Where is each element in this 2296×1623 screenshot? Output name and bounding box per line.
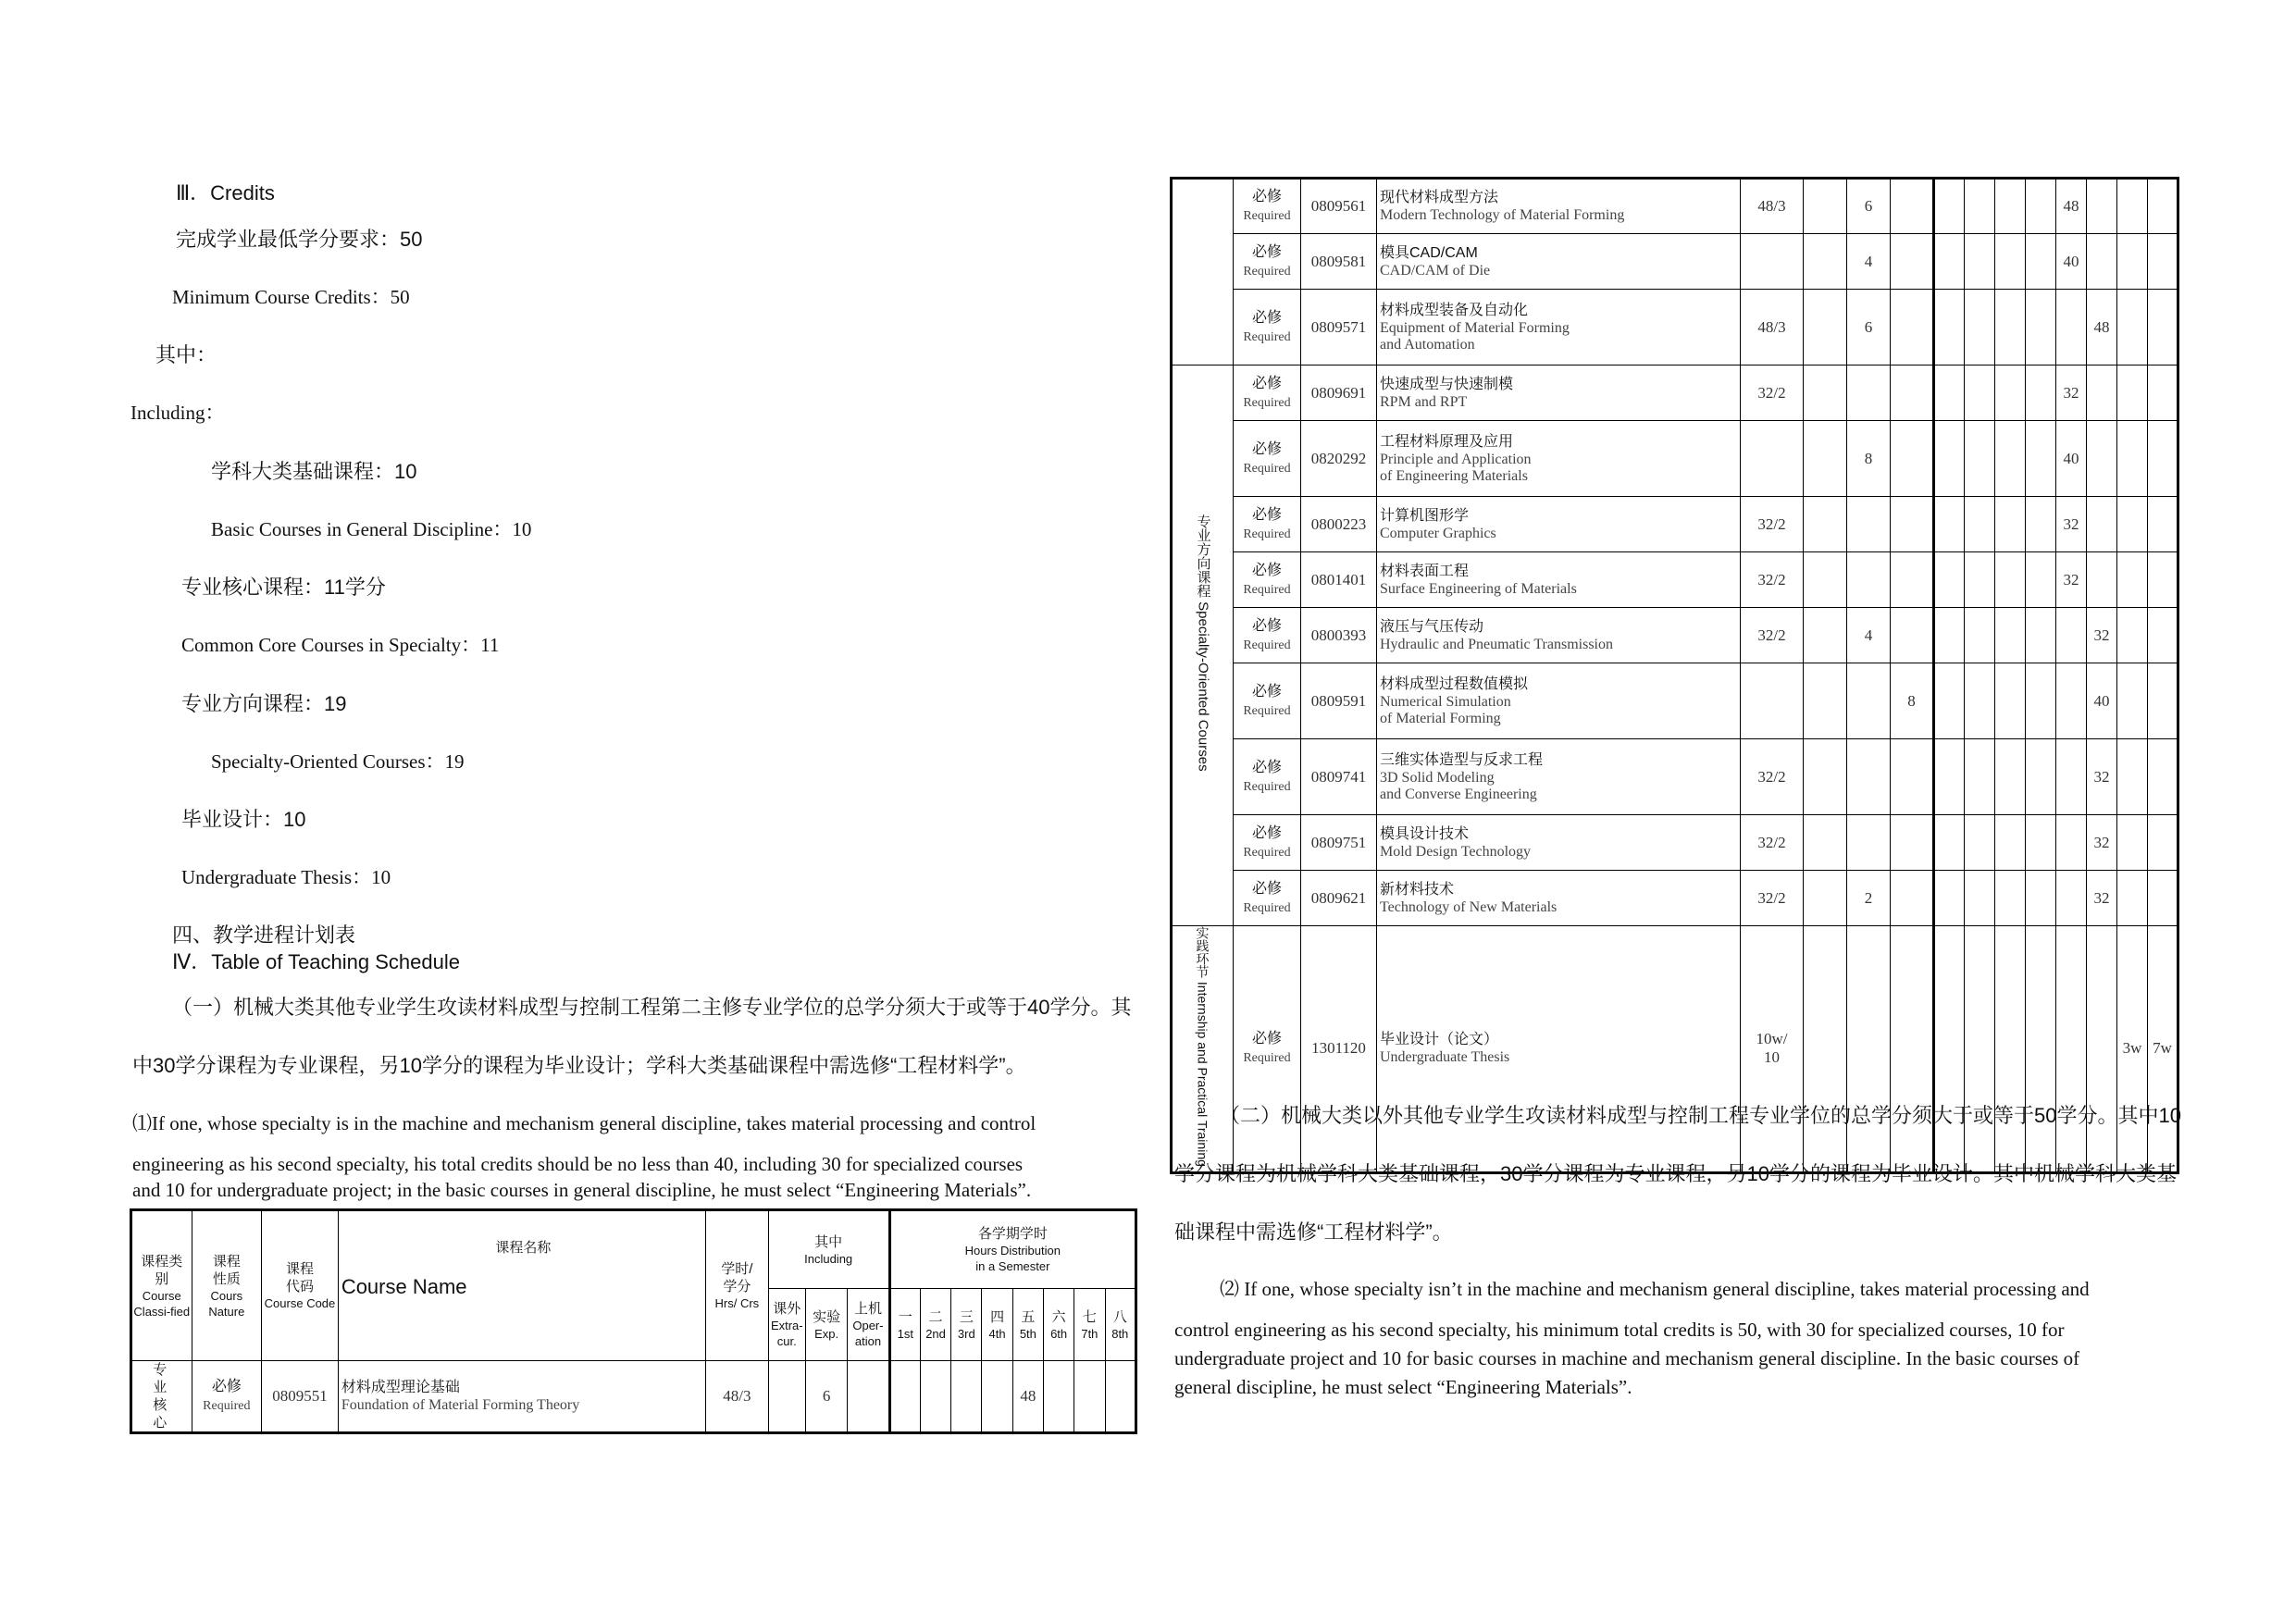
min-credits-en: Minimum Course Credits：50 — [172, 286, 410, 308]
course-code: 0809621 — [1301, 871, 1377, 926]
para1-zh-line1: （一）机械大类其他专业学生攻读材料成型与控制工程第二主修专业学位的总学分须大于或等于40学分。其 — [172, 996, 1132, 1019]
sem-hours: 40 — [2087, 663, 2117, 739]
course-exp — [1847, 815, 1891, 871]
course-extra — [1804, 608, 1847, 663]
para2-en-line2: control engineering as his second specialty, his minimum total credits is 50, with 30 for specialized courses, 10 for — [1174, 1319, 2065, 1341]
course-exp — [1847, 497, 1891, 552]
table-row — [1172, 497, 2178, 552]
sem-hours — [1965, 608, 1995, 663]
course-oper — [1891, 608, 1934, 663]
course-exp — [1847, 663, 1891, 739]
sem-hours — [1965, 739, 1995, 815]
course-nature: 必修 Required — [1234, 608, 1301, 663]
course-code: 0809551 — [262, 1361, 339, 1433]
sem-hours — [2056, 739, 2087, 815]
course-extra — [1804, 234, 1847, 290]
sem-hours — [1934, 815, 1965, 871]
sem-hours — [2148, 608, 2178, 663]
course-nature: 必修 Required — [1234, 739, 1301, 815]
sem-hours — [1965, 926, 1995, 1173]
sem-hours — [2148, 290, 2178, 365]
sem-hours — [2056, 663, 2087, 739]
course-oper: 8 — [1891, 663, 1934, 739]
sem-hours — [2026, 421, 2056, 497]
sem-hours — [2117, 234, 2148, 290]
including-zh: 其中： — [155, 343, 217, 366]
course-code: 0809741 — [1301, 739, 1377, 815]
sem-hours — [1934, 234, 1965, 290]
sem-hours — [2148, 552, 2178, 608]
para1-en-line2: engineering as his second specialty, his total credits should be no less than 40, including 30 for specialized courses — [132, 1153, 1024, 1175]
course-oper — [1891, 365, 1934, 421]
para2-zh-line1: （二）机械大类以外其他专业学生攻读材料成型与控制工程专业学位的总学分须大于或等于50学分。其中10 — [1220, 1104, 2181, 1127]
course-extra — [1804, 815, 1847, 871]
course-exp: 2 — [1847, 871, 1891, 926]
table-row — [1172, 552, 2178, 608]
category-practice-cell: 实践环节 Internship and Practical Training — [1172, 926, 1234, 1173]
sem-hours — [1995, 926, 2026, 1173]
sem-hours — [1965, 179, 1995, 234]
course-name: 模具设计技术 Mold Design Technology — [1377, 815, 1741, 871]
course-hours: 10w/ 10 — [1741, 926, 1804, 1173]
course-exp — [1847, 552, 1891, 608]
course-hours: 32/2 — [1741, 552, 1804, 608]
sem-hours — [2026, 234, 2056, 290]
sem-hours — [2117, 179, 2148, 234]
header-sem-5: 五 5th — [1012, 1289, 1043, 1361]
sem-hours: 48 — [2056, 179, 2087, 234]
header-category: 课程类别 Course Classi-fied — [131, 1210, 192, 1361]
sem-hours — [2056, 815, 2087, 871]
course-nature: 必修 Required — [1234, 871, 1301, 926]
course-code: 0809691 — [1301, 365, 1377, 421]
sem-hours — [1995, 552, 2026, 608]
category-oriented-cell: 专业方向课程 Specialty-Oriented Courses — [1172, 365, 1234, 926]
min-credits-zh: 完成学业最低学分要求：50 — [176, 228, 423, 251]
sem-hours — [1995, 421, 2026, 497]
table-row — [1172, 926, 2178, 1173]
sem-hours — [2117, 815, 2148, 871]
core-courses-en: Common Core Courses in Specialty：11 — [181, 634, 500, 656]
table-row — [1172, 290, 2178, 365]
course-name: 液压与气压传动 Hydraulic and Pneumatic Transmission — [1377, 608, 1741, 663]
course-nature: 必修 Required — [1234, 365, 1301, 421]
course-exp: 6 — [1847, 290, 1891, 365]
para2-zh-line2: 学分课程为机械学科大类基础课程，30学分课程为专业课程，另10学分的课程为毕业设计。其中机械学科大类基 — [1174, 1162, 2177, 1185]
sem-hours — [2148, 815, 2178, 871]
category-core-cont-cell — [1172, 179, 1234, 365]
header-sem-6: 六 6th — [1043, 1289, 1074, 1361]
course-nature: 必修 Required — [1234, 179, 1301, 234]
sem-hours — [2056, 290, 2087, 365]
header-sem-3: 三 3rd — [951, 1289, 982, 1361]
sem-hours: 40 — [2056, 234, 2087, 290]
course-oper — [1891, 739, 1934, 815]
course-nature: 必修 Required — [1234, 234, 1301, 290]
sem-hours — [2056, 871, 2087, 926]
course-exp — [1847, 926, 1891, 1173]
sem-hours — [1965, 421, 1995, 497]
course-oper — [1891, 421, 1934, 497]
course-extra — [1804, 926, 1847, 1173]
sem-hours: 32 — [2056, 365, 2087, 421]
basic-courses-zh: 学科大类基础课程：10 — [211, 460, 417, 483]
course-exp — [1847, 739, 1891, 815]
sem-hours — [1934, 663, 1965, 739]
sem-hours — [1934, 365, 1965, 421]
course-oper — [1891, 871, 1934, 926]
sem-hours — [1995, 290, 2026, 365]
core-courses-zh: 专业核心课程：11学分 — [181, 576, 386, 599]
sem-hours — [2087, 179, 2117, 234]
sem-hours — [2056, 608, 2087, 663]
course-code: 0800393 — [1301, 608, 1377, 663]
header-hours-credits: 学时/学分 Hrs/ Crs — [706, 1210, 769, 1361]
course-oper — [1891, 290, 1934, 365]
header-course-name: 课程名称 Course Name — [338, 1210, 705, 1361]
course-name: 毕业设计（论文） Undergraduate Thesis — [1377, 926, 1741, 1173]
sem-hours: 48 — [2087, 290, 2117, 365]
table-row — [1172, 608, 2178, 663]
including-en: Including： — [130, 402, 225, 424]
course-hours: 48/3 — [1741, 179, 1804, 234]
header-nature: 课程性质 Cours Nature — [192, 1210, 262, 1361]
sem-hours — [2087, 365, 2117, 421]
sem-hours — [1965, 871, 1995, 926]
sem-hours: 32 — [2087, 739, 2117, 815]
course-code: 0800223 — [1301, 497, 1377, 552]
sem-hours — [1995, 815, 2026, 871]
sem-hours — [1965, 497, 1995, 552]
sem-hours — [1995, 497, 2026, 552]
course-oper — [1891, 552, 1934, 608]
header-sem-7: 七 7th — [1074, 1289, 1105, 1361]
course-hours: 32/2 — [1741, 608, 1804, 663]
sem-hours — [1995, 179, 2026, 234]
course-extra — [1804, 365, 1847, 421]
sem-hours — [1934, 871, 1965, 926]
course-oper — [1891, 926, 1934, 1173]
course-nature: 必修 Required — [1234, 290, 1301, 365]
sem-hours — [2026, 497, 2056, 552]
course-extra — [1804, 290, 1847, 365]
table-row — [1172, 663, 2178, 739]
sem-hours — [1995, 871, 2026, 926]
sem-hours: 48 — [1012, 1361, 1043, 1433]
header-oper: 上机 Oper-ation — [848, 1289, 889, 1361]
sem-hours — [1074, 1361, 1105, 1433]
course-extra — [1804, 663, 1847, 739]
course-oper — [1891, 179, 1934, 234]
sem-hours — [2117, 290, 2148, 365]
sem-hours: 32 — [2087, 815, 2117, 871]
sem-hours — [2117, 365, 2148, 421]
course-extra — [1804, 421, 1847, 497]
sem-hours — [2087, 926, 2117, 1173]
sem-hours — [1995, 608, 2026, 663]
sem-hours — [1965, 663, 1995, 739]
para1-en-line3: and 10 for undergraduate project; in the basic courses in general discipline, he must select “Engineering Materials”. — [132, 1179, 1032, 1201]
course-code: 0809571 — [1301, 290, 1377, 365]
course-nature: 必修 Required — [1234, 926, 1301, 1173]
sem-hours — [2026, 926, 2056, 1173]
sem-hours — [1105, 1361, 1136, 1433]
course-extra — [1804, 552, 1847, 608]
course-name: 计算机图形学 Computer Graphics — [1377, 497, 1741, 552]
course-exp: 6 — [805, 1361, 847, 1433]
sem-hours — [2148, 663, 2178, 739]
course-code: 0820292 — [1301, 421, 1377, 497]
course-oper — [1891, 497, 1934, 552]
course-hours: 32/2 — [1741, 497, 1804, 552]
sem-hours: 32 — [2056, 497, 2087, 552]
course-exp — [1847, 365, 1891, 421]
sem-hours — [1934, 608, 1965, 663]
table-row — [1172, 365, 2178, 421]
header-extra: 课外 Extra-cur. — [768, 1289, 805, 1361]
oriented-courses-zh: 专业方向课程：19 — [181, 692, 347, 715]
sem-hours — [2026, 739, 2056, 815]
sem-hours — [1934, 497, 1965, 552]
course-hours — [1741, 421, 1804, 497]
course-code: 1301120 — [1301, 926, 1377, 1173]
sem-hours — [2026, 179, 2056, 234]
table-row — [1172, 739, 2178, 815]
sem-hours: 3w — [2117, 926, 2148, 1173]
thesis-en: Undergraduate Thesis：10 — [181, 866, 391, 888]
course-name: 材料成型装备及自动化 Equipment of Material Forming and Automation — [1377, 290, 1741, 365]
credits-heading: Ⅲ．Credits — [176, 181, 275, 204]
sem-hours — [2026, 871, 2056, 926]
sem-hours — [1043, 1361, 1074, 1433]
course-name: 现代材料成型方法 Modern Technology of Material Forming — [1377, 179, 1741, 234]
basic-courses-en: Basic Courses in General Discipline：10 — [211, 518, 532, 540]
para2-en-line3: undergraduate project and 10 for basic courses in machine and mechanism general discipline. In the basic courses of — [1174, 1347, 2080, 1369]
course-hours: 48/3 — [1741, 290, 1804, 365]
header-sem-4: 四 4th — [982, 1289, 1012, 1361]
sem-hours: 32 — [2056, 552, 2087, 608]
course-name: 模具CAD/CAM CAD/CAM of Die — [1377, 234, 1741, 290]
course-exp: 8 — [1847, 421, 1891, 497]
sem-hours — [2087, 552, 2117, 608]
course-hours: 32/2 — [1741, 365, 1804, 421]
sem-hours — [920, 1361, 950, 1433]
course-nature: 必修 Required — [1234, 552, 1301, 608]
sem-hours — [889, 1361, 920, 1433]
course-oper — [1891, 234, 1934, 290]
sem-hours — [1934, 926, 1965, 1173]
course-extra — [1804, 497, 1847, 552]
sem-hours — [1934, 290, 1965, 365]
sem-hours: 7w — [2148, 926, 2178, 1173]
course-oper — [1891, 815, 1934, 871]
sem-hours — [2117, 871, 2148, 926]
course-nature: 必修 Required — [192, 1361, 262, 1433]
course-name: 材料成型理论基础 Foundation of Material Forming Theory — [338, 1361, 705, 1433]
sem-hours: 32 — [2087, 608, 2117, 663]
sem-hours — [1934, 739, 1965, 815]
sem-hours — [2117, 608, 2148, 663]
course-nature: 必修 Required — [1234, 663, 1301, 739]
course-extra — [768, 1361, 805, 1433]
course-name: 新材料技术 Technology of New Materials — [1377, 871, 1741, 926]
table-row — [1172, 815, 2178, 871]
header-sem-8: 八 8th — [1105, 1289, 1136, 1361]
table-row — [1172, 871, 2178, 926]
course-hours: 32/2 — [1741, 871, 1804, 926]
header-hours-distribution: 各学期学时 Hours Distribution in a Semester — [889, 1210, 1136, 1289]
course-extra — [1804, 179, 1847, 234]
sem-hours — [1934, 421, 1965, 497]
sem-hours — [1995, 234, 2026, 290]
course-exp: 6 — [1847, 179, 1891, 234]
header-sem-2: 二 2nd — [920, 1289, 950, 1361]
oriented-courses-en: Specialty-Oriented Courses：19 — [211, 750, 465, 773]
sem-hours — [1965, 552, 1995, 608]
course-name: 快速成型与快速制模 RPM and RPT — [1377, 365, 1741, 421]
course-name: 材料表面工程 Surface Engineering of Materials — [1377, 552, 1741, 608]
schedule-heading-en: Ⅳ．Table of Teaching Schedule — [172, 950, 460, 973]
course-nature: 必修 Required — [1234, 815, 1301, 871]
sem-hours — [2117, 421, 2148, 497]
sem-hours: 40 — [2056, 421, 2087, 497]
course-extra — [1804, 871, 1847, 926]
sem-hours — [1965, 365, 1995, 421]
course-code: 0809581 — [1301, 234, 1377, 290]
header-exp: 实验 Exp. — [805, 1289, 847, 1361]
sem-hours — [2026, 663, 2056, 739]
sem-hours — [2026, 608, 2056, 663]
course-nature: 必修 Required — [1234, 421, 1301, 497]
course-code: 0801401 — [1301, 552, 1377, 608]
sem-hours — [2148, 739, 2178, 815]
sem-hours — [1995, 739, 2026, 815]
course-code: 0809751 — [1301, 815, 1377, 871]
sem-hours — [2148, 365, 2178, 421]
course-exp: 4 — [1847, 234, 1891, 290]
sem-hours — [1965, 815, 1995, 871]
sem-hours — [2117, 739, 2148, 815]
table-row — [1172, 421, 2178, 497]
sem-hours — [2087, 421, 2117, 497]
sem-hours — [2148, 497, 2178, 552]
schedule-heading-zh: 四、教学进程计划表 — [172, 923, 356, 947]
header-sem-1: 一 1st — [889, 1289, 920, 1361]
para1-zh-line2: 中30学分课程为专业课程，另10学分的课程为毕业设计；学科大类基础课程中需选修“工程材料学”。 — [132, 1054, 1026, 1077]
category-core-cell: 专业核心 — [131, 1361, 192, 1433]
left-schedule-table — [130, 1208, 1137, 1434]
sem-hours — [2026, 290, 2056, 365]
para2-en-line4: general discipline, he must select “Engineering Materials”. — [1174, 1376, 1632, 1398]
sem-hours — [1934, 552, 1965, 608]
header-including: 其中 Including — [768, 1210, 889, 1289]
course-oper — [848, 1361, 889, 1433]
course-exp: 4 — [1847, 608, 1891, 663]
sem-hours — [2026, 815, 2056, 871]
sem-hours — [1965, 290, 1995, 365]
course-hours: 48/3 — [706, 1361, 769, 1433]
course-code: 0809591 — [1301, 663, 1377, 739]
sem-hours — [2087, 497, 2117, 552]
thesis-zh: 毕业设计：10 — [181, 808, 306, 831]
table-row — [1172, 234, 2178, 290]
para2-zh-line3: 础课程中需选修“工程材料学”。 — [1174, 1220, 1453, 1244]
sem-hours — [2026, 365, 2056, 421]
sem-hours — [2148, 234, 2178, 290]
course-name: 三维实体造型与反求工程 3D Solid Modeling and Converse Engineering — [1377, 739, 1741, 815]
right-schedule-table — [1170, 177, 2179, 1174]
course-nature: 必修 Required — [1234, 497, 1301, 552]
sem-hours — [1934, 179, 1965, 234]
sem-hours — [2117, 552, 2148, 608]
sem-hours — [1995, 365, 2026, 421]
sem-hours — [2148, 421, 2178, 497]
course-hours — [1741, 234, 1804, 290]
course-hours: 32/2 — [1741, 815, 1804, 871]
sem-hours — [2148, 179, 2178, 234]
sem-hours — [1965, 234, 1995, 290]
course-name: 材料成型过程数值模拟 Numerical Simulation of Material Forming — [1377, 663, 1741, 739]
sem-hours — [2026, 552, 2056, 608]
header-code: 课程代码 Course Code — [262, 1210, 339, 1361]
course-extra — [1804, 739, 1847, 815]
sem-hours — [951, 1361, 982, 1433]
course-hours: 32/2 — [1741, 739, 1804, 815]
sem-hours: 32 — [2087, 871, 2117, 926]
sem-hours — [982, 1361, 1012, 1433]
sem-hours — [2117, 663, 2148, 739]
para2-en-line1: ⑵ If one, whose specialty isn’t in the machine and mechanism general discipline, takes material processing and — [1220, 1278, 2090, 1300]
para1-en-line1: ⑴If one, whose specialty is in the machine and mechanism general discipline, takes material processing and control — [132, 1112, 1036, 1134]
sem-hours — [2117, 497, 2148, 552]
sem-hours — [2087, 234, 2117, 290]
sem-hours — [1995, 663, 2026, 739]
sem-hours — [2056, 926, 2087, 1173]
course-name: 工程材料原理及应用 Principle and Application of Engineering Materials — [1377, 421, 1741, 497]
course-code: 0809561 — [1301, 179, 1377, 234]
sem-hours — [2148, 871, 2178, 926]
course-hours — [1741, 663, 1804, 739]
table-row — [131, 1361, 1136, 1433]
table-row — [1172, 179, 2178, 234]
